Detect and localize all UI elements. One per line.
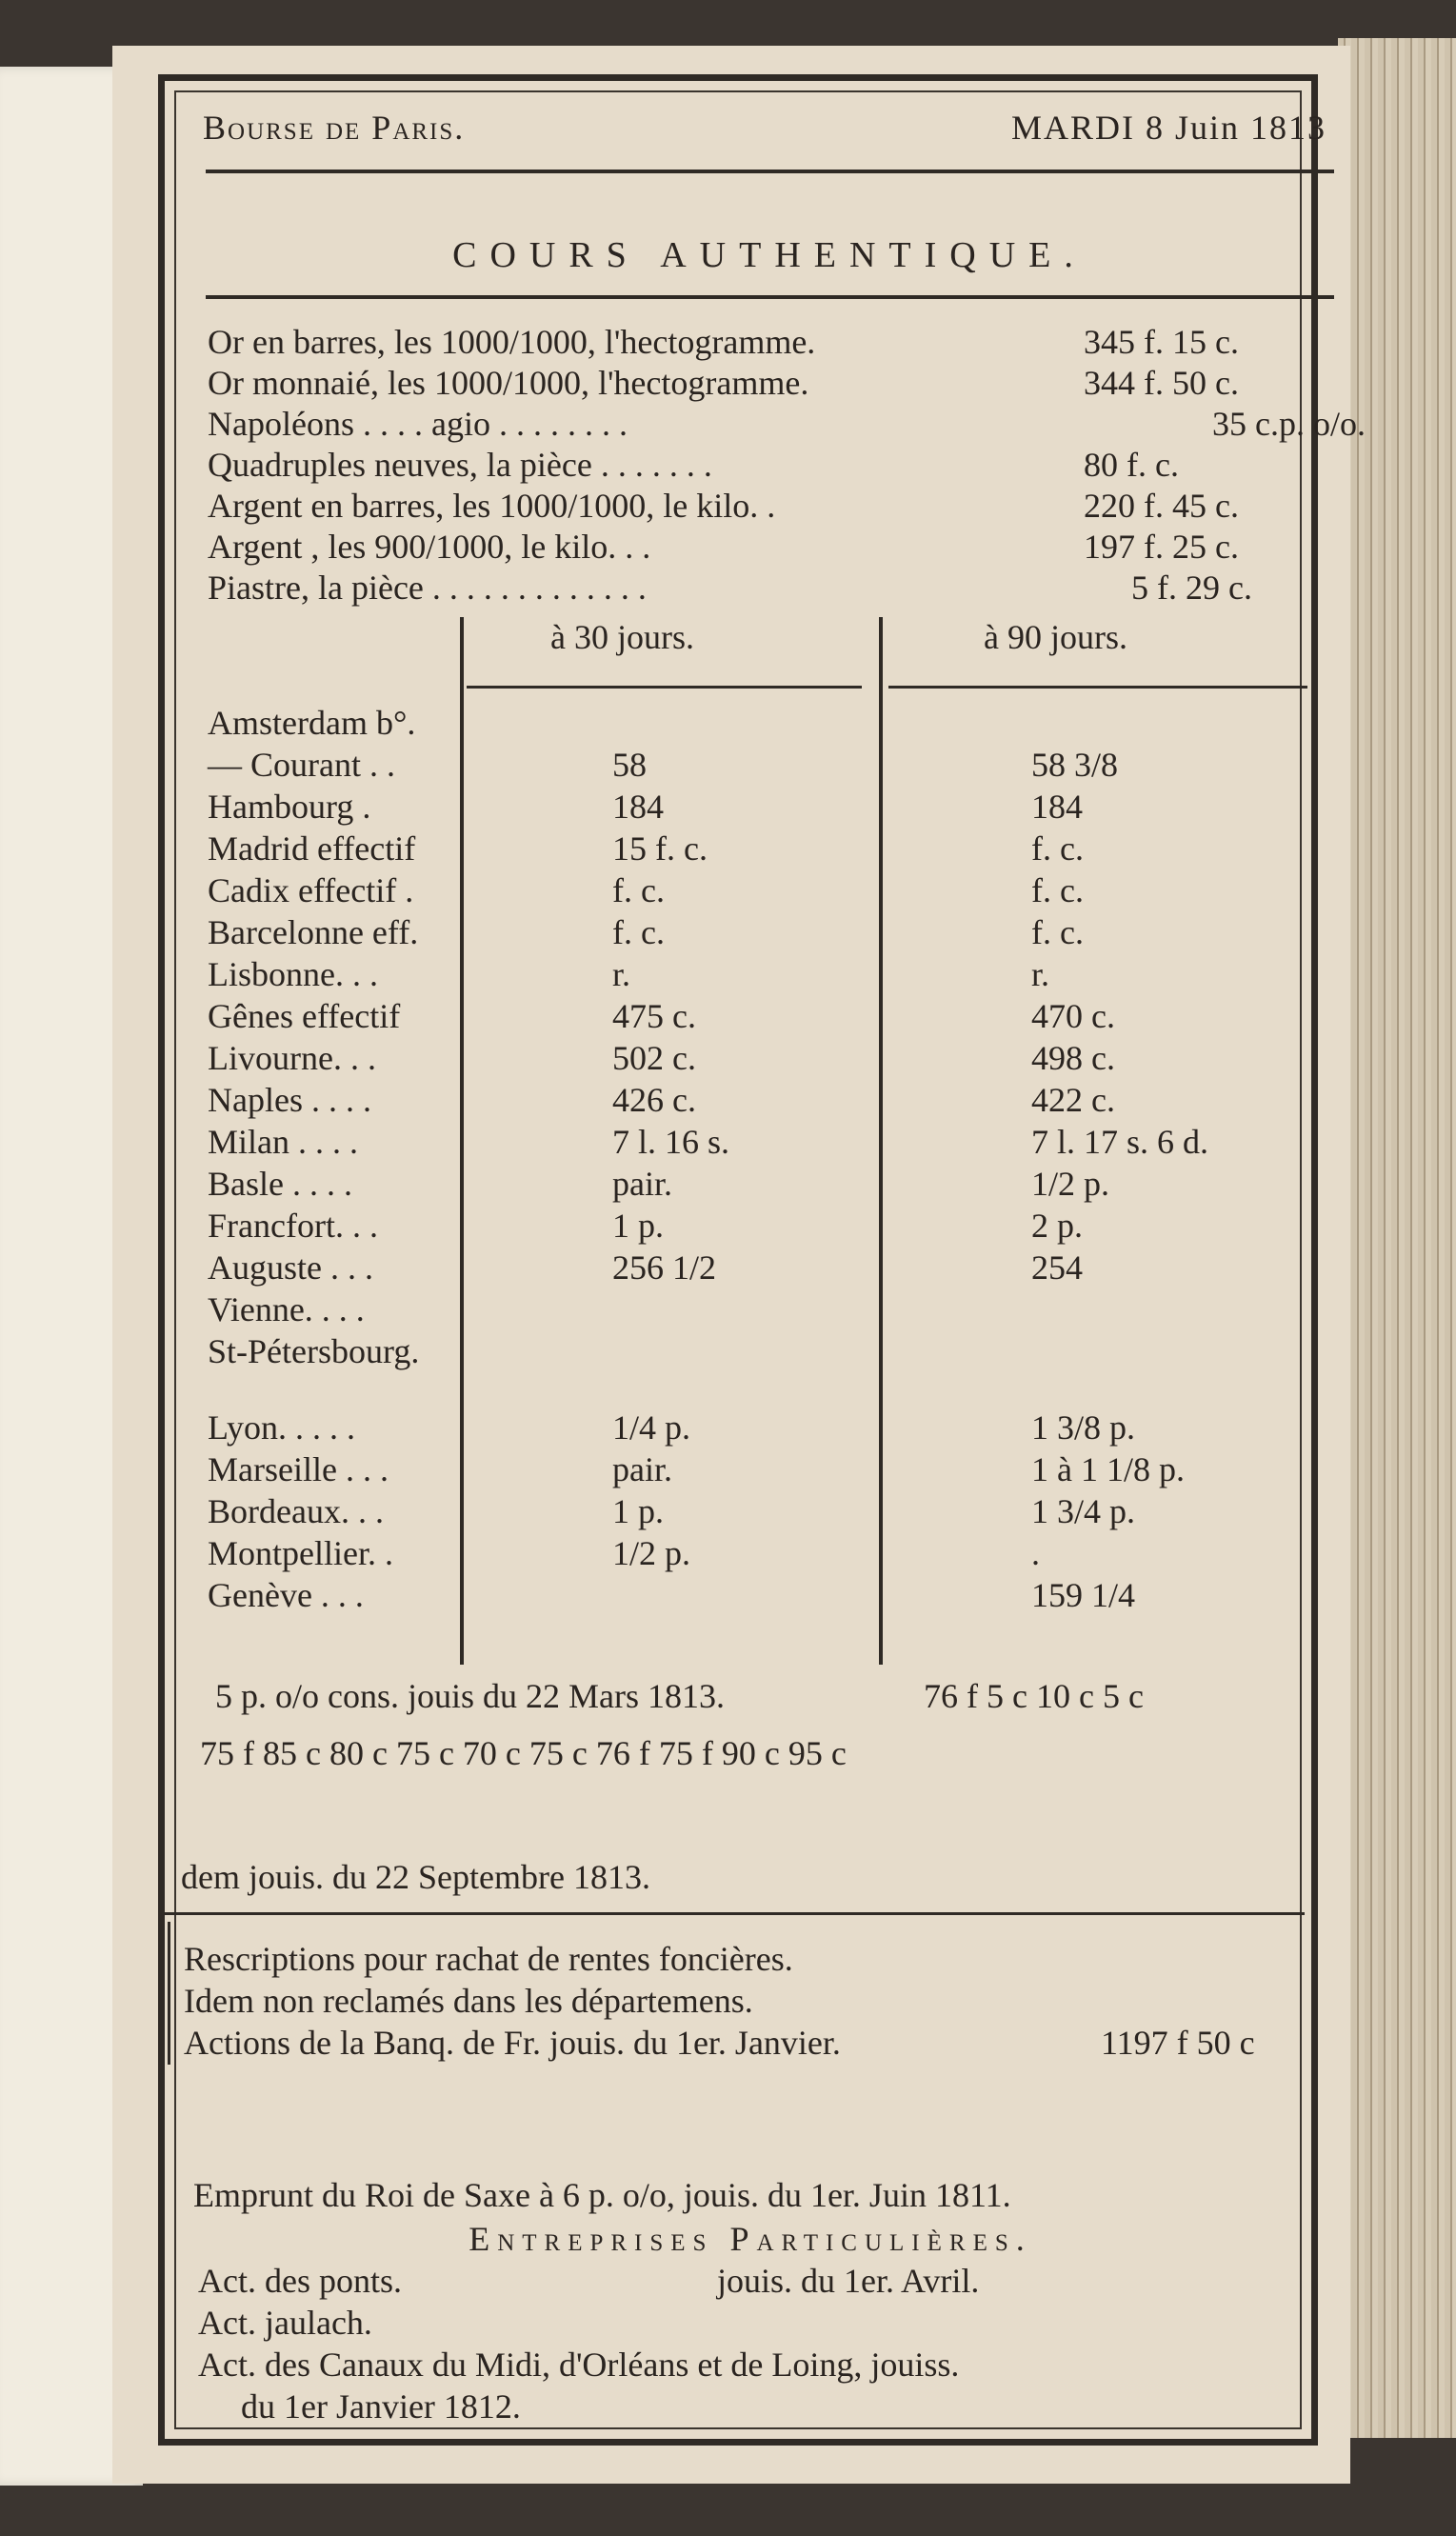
exchange-90-days: 422 c. xyxy=(1031,1081,1115,1119)
exchange-30-days: pair. xyxy=(612,1165,672,1203)
exchange-place: Milan . . . . xyxy=(208,1123,358,1161)
exchange-place: Naples . . . . xyxy=(208,1081,371,1119)
exchange-90-days: . xyxy=(1031,1534,1040,1572)
column-divider-right xyxy=(879,617,883,1665)
rescriptions-line: Idem non reclamés dans les départemens. xyxy=(184,1982,753,2020)
exchange-30-days: 58 xyxy=(612,746,647,784)
exchange-place: Barcelonne eff. xyxy=(208,913,419,951)
exchange-90-days: 58 3/8 xyxy=(1031,746,1119,784)
exchange-30-days: 15 f. c. xyxy=(612,829,708,868)
exchange-90-days: f. c. xyxy=(1031,871,1084,909)
exchange-90-days: 184 xyxy=(1031,788,1083,826)
metal-value: 345 f. 15 c. xyxy=(1084,323,1239,361)
metal-row xyxy=(208,445,1350,487)
entreprise-detail: jouis. du 1er. Avril. xyxy=(717,2262,980,2300)
exchange-place: Livourne. . . xyxy=(208,1039,376,1077)
exchange-place: St-Pétersbourg. xyxy=(208,1332,420,1370)
exchange-place: Madrid effectif xyxy=(208,829,416,868)
exchange-30-days: pair. xyxy=(612,1450,672,1488)
metal-value: 5 f. 29 c. xyxy=(1131,569,1252,607)
metal-row xyxy=(208,527,1350,569)
exchange-place: Vienne. . . . xyxy=(208,1290,365,1328)
exchange-place: Lisbonne. . . xyxy=(208,955,378,993)
page-title: COURS AUTHENTIQUE. xyxy=(452,235,1087,275)
exchange-30-days: 1/2 p. xyxy=(612,1534,691,1572)
entreprise-line: Act. des ponts. xyxy=(198,2262,402,2300)
title-rule xyxy=(206,295,1334,299)
exchange-30-days: 1 p. xyxy=(612,1492,664,1530)
metal-label: Or en barres, les 1000/1000, l'hectogramme. xyxy=(208,323,816,361)
exchange-30-days: 475 c. xyxy=(612,997,696,1035)
exchange-90-days: f. c. xyxy=(1031,913,1084,951)
exchange-place: Genève . . . xyxy=(208,1576,364,1614)
column-rule-30 xyxy=(467,686,862,689)
rentes-label: 5 p. o/o cons. jouis du 22 Mars 1813. xyxy=(215,1677,725,1715)
entreprises-heading: Entreprises Particulières. xyxy=(469,2220,1032,2258)
exchange-place: Amsterdam b°. xyxy=(208,704,416,742)
column-rule-90 xyxy=(888,686,1307,689)
header-left: Bourse de Paris. xyxy=(203,109,466,147)
document-page xyxy=(112,46,1366,2484)
exchange-place: Montpellier. . xyxy=(208,1534,393,1572)
metal-row xyxy=(208,322,1350,364)
metal-value: 344 f. 50 c. xyxy=(1084,364,1239,402)
exchange-90-days: 1 3/4 p. xyxy=(1031,1492,1136,1530)
exchange-place: Francfort. . . xyxy=(208,1207,378,1245)
exchange-place: Bordeaux. . . xyxy=(208,1492,384,1530)
exchange-90-days: 498 c. xyxy=(1031,1039,1115,1077)
exchange-30-days: 256 1/2 xyxy=(612,1248,717,1287)
metal-label: Quadruples neuves, la pièce . . . . . . . xyxy=(208,446,712,484)
metal-label: Argent , les 900/1000, le kilo. . . xyxy=(208,528,651,566)
exchange-30-days: 426 c. xyxy=(612,1081,696,1119)
exchange-90-days: 1 3/8 p. xyxy=(1031,1408,1136,1447)
left-margin-rule xyxy=(158,674,161,1931)
rescriptions-line: Rescriptions pour rachat de rentes foncières. xyxy=(184,1940,793,1978)
exchange-30-days: 502 c. xyxy=(612,1039,696,1077)
exchange-90-days: 1 à 1 1/8 p. xyxy=(1031,1450,1185,1488)
exchange-place: Marseille . . . xyxy=(208,1450,389,1488)
exchange-place: Auguste . . . xyxy=(208,1248,373,1287)
exchange-30-days: f. c. xyxy=(612,913,665,951)
exchange-place: Basle . . . . xyxy=(208,1165,352,1203)
metal-row xyxy=(208,404,1366,446)
exchange-90-days: 470 c. xyxy=(1031,997,1115,1035)
exchange-place: Gênes effectif xyxy=(208,997,401,1035)
rentes-idem: dem jouis. du 22 Septembre 1813. xyxy=(181,1858,650,1896)
metal-row xyxy=(208,568,1350,609)
page-header xyxy=(203,108,1326,165)
exchange-30-days: 184 xyxy=(612,788,664,826)
exchange-90-days: f. c. xyxy=(1031,829,1084,868)
entreprise-line: Act. jaulach. xyxy=(198,2304,372,2342)
exchange-90-days: 2 p. xyxy=(1031,1207,1083,1245)
entreprise-line: du 1er Janvier 1812. xyxy=(241,2387,521,2426)
exchange-90-days: r. xyxy=(1031,955,1050,993)
metal-label: Or monnaié, les 1000/1000, l'hectogramme. xyxy=(208,364,809,402)
metal-row xyxy=(208,363,1350,405)
exchange-30-days: f. c. xyxy=(612,871,665,909)
metal-label: Napoléons . . . . agio . . . . . . . . xyxy=(208,405,628,443)
rentes-line2: 75 f 85 c 80 c 75 c 70 c 75 c 76 f 75 f 90 c 95 c xyxy=(200,1734,847,1772)
exchange-90-days: 254 xyxy=(1031,1248,1083,1287)
rescriptions-line: Actions de la Banq. de Fr. jouis. du 1er. Janvier. xyxy=(184,2024,841,2062)
metal-row xyxy=(208,486,1350,528)
exchange-30-days: 1 p. xyxy=(612,1207,664,1245)
exchange-30-days: 1/4 p. xyxy=(612,1408,691,1447)
exchange-place: Hambourg . xyxy=(208,788,371,826)
exchange-place: — Courant . . xyxy=(208,746,395,784)
entreprise-line: Act. des Canaux du Midi, d'Orléans et de Loing, jouiss. xyxy=(198,2346,960,2384)
metal-label: Piastre, la pièce . . . . . . . . . . . . . xyxy=(208,569,647,607)
rentes-values: 76 f 5 c 10 c 5 c xyxy=(924,1677,1144,1715)
metal-label: Argent en barres, les 1000/1000, le kilo. . xyxy=(208,487,776,525)
header-date: MARDI 8 Juin 1813 xyxy=(1010,109,1326,147)
column-head-30: à 30 jours. xyxy=(550,618,694,656)
header-rule xyxy=(206,170,1334,173)
metal-value: 220 f. 45 c. xyxy=(1084,487,1239,525)
metal-value: 35 c.p. o/o. xyxy=(1212,405,1366,443)
left-margin-rule xyxy=(168,1922,170,2065)
exchange-place: Lyon. . . . . xyxy=(208,1408,356,1447)
emprunt-line: Emprunt du Roi de Saxe à 6 p. o/o, jouis. du 1er. Juin 1811. xyxy=(193,2176,1011,2214)
exchange-90-days: 7 l. 17 s. 6 d. xyxy=(1031,1123,1209,1161)
exchange-30-days: r. xyxy=(612,955,631,993)
exchange-90-days: 159 1/4 xyxy=(1031,1576,1136,1614)
page-edges xyxy=(1338,38,1456,2438)
column-head-90: à 90 jours. xyxy=(984,618,1127,656)
metal-value: 80 f. c. xyxy=(1084,446,1179,484)
metal-value: 197 f. 25 c. xyxy=(1084,528,1239,566)
exchange-90-days: 1/2 p. xyxy=(1031,1165,1110,1203)
exchange-30-days: 7 l. 16 s. xyxy=(612,1123,730,1161)
actions-value: 1197 f 50 c xyxy=(1101,2024,1255,2062)
exchange-place: Cadix effectif . xyxy=(208,871,414,909)
section-rule xyxy=(162,1912,1305,1915)
